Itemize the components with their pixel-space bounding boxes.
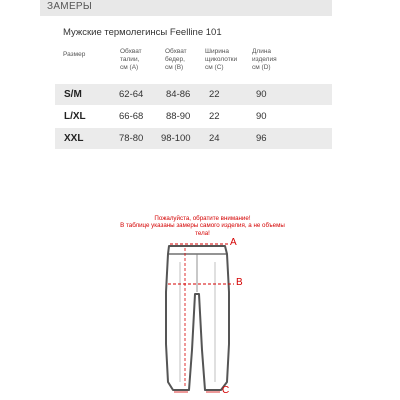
leggings-outline [166,246,229,390]
ankle-cell: 22 [209,111,220,122]
column-header-length: Длина изделия см (D) [252,48,277,71]
length-cell: 90 [256,89,267,100]
marker-a-label: A [230,237,237,248]
product-title: Мужские термолегинсы Feelline 101 [63,27,222,38]
section-header-label: ЗАМЕРЫ [47,1,93,12]
column-header-ankle: Ширина щиколотки см (С) [205,48,238,71]
hips-cell: 84-86 [166,89,191,100]
size-cell: L/XL [64,111,86,122]
note-line: В таблице указаны замеры самого изделия, а не объемы [120,222,285,230]
table-row [55,84,332,105]
hips-cell: 98-100 [161,133,191,144]
ankle-cell: 22 [209,89,220,100]
size-cell: XXL [64,133,84,144]
note-line: тела! [195,229,210,237]
table-row [55,128,332,149]
note-line: Пожалуйста, обратите внимание! [154,215,251,222]
length-cell: 96 [256,133,267,144]
length-cell: 90 [256,111,267,122]
marker-b-label: B [236,277,243,288]
marker-c-label: C [222,385,230,396]
leggings-diagram [150,232,270,400]
table-header [0,48,400,78]
column-header-size: Размер [63,51,86,58]
column-header-waist: Обхват талии, см (А) [120,48,142,71]
leggings-outline-svg [150,232,270,400]
ankle-cell: 24 [209,133,220,144]
waist-cell: 62-64 [119,89,144,100]
column-header-hips: Обхват бедер, см (В) [165,48,187,71]
waist-cell: 78-80 [119,133,144,144]
waist-cell: 66-68 [119,111,144,122]
hips-cell: 88-90 [166,111,191,122]
table-row [55,106,332,127]
size-cell: S/M [64,89,82,100]
section-header-bar [40,0,332,16]
